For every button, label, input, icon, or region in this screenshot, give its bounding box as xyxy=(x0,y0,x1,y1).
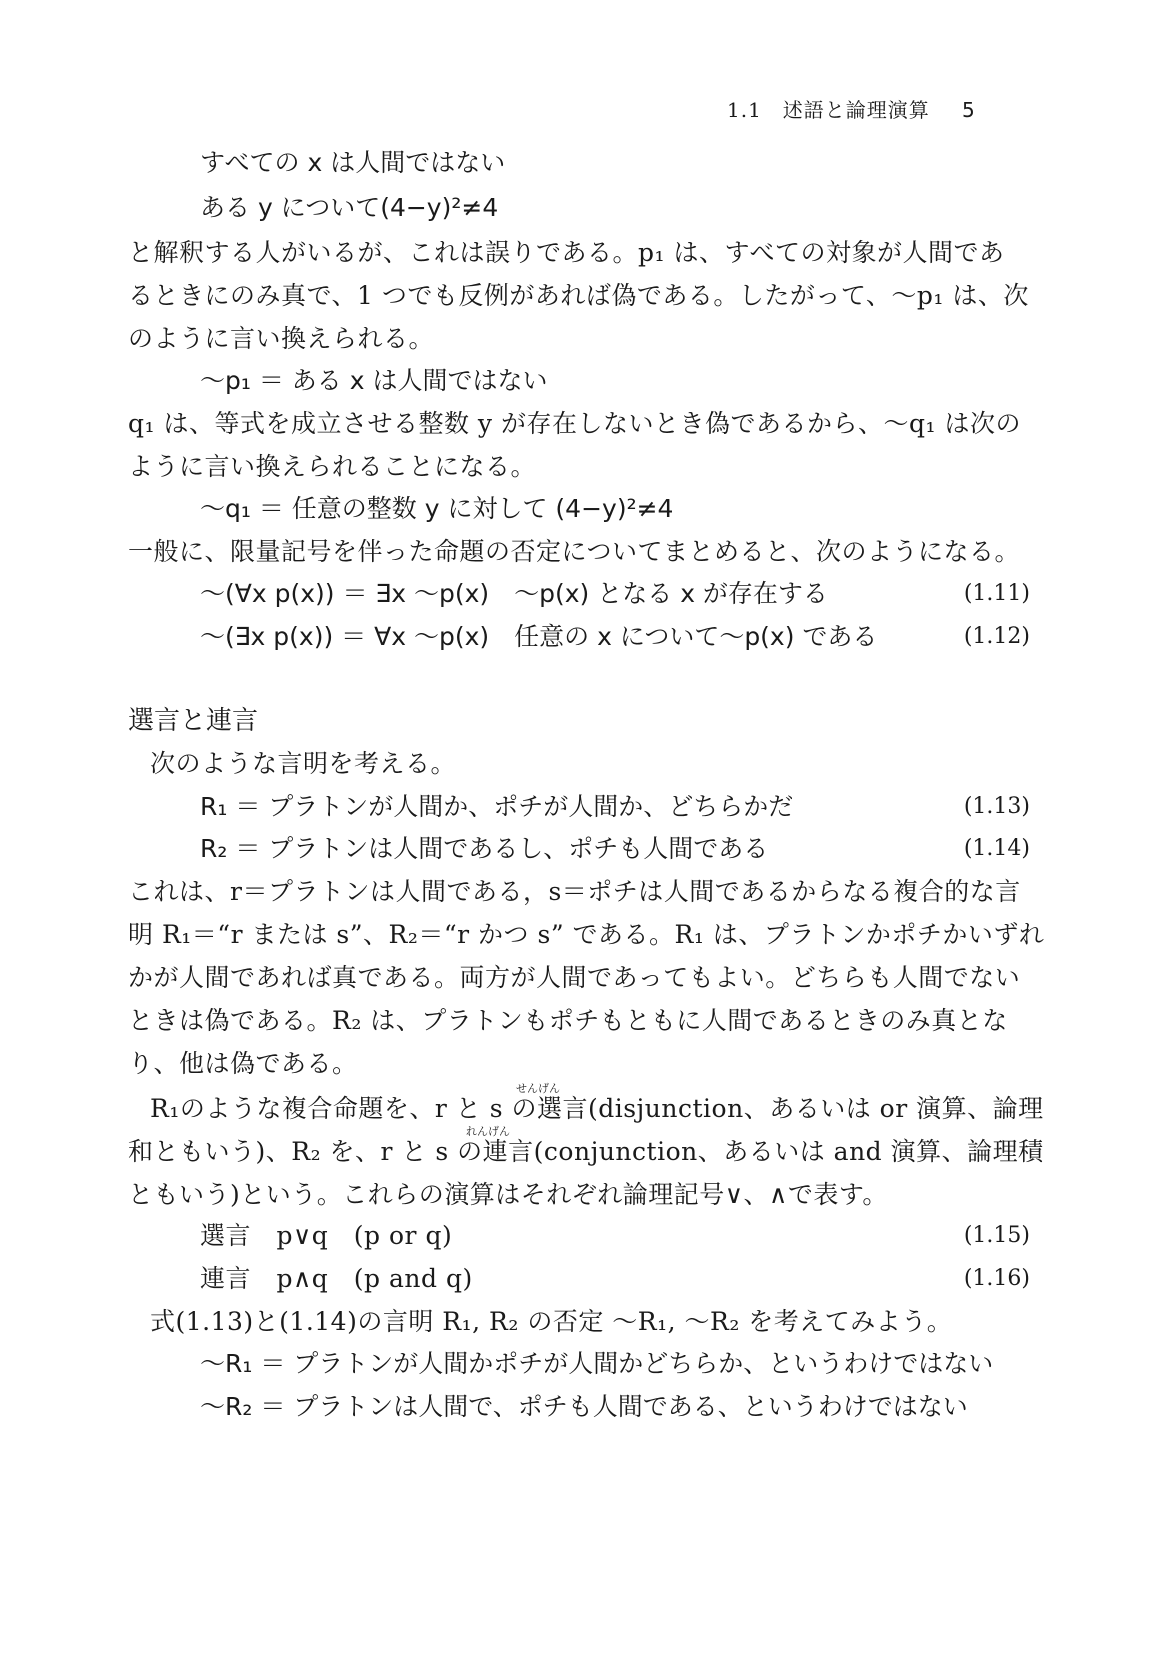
paragraph-line: ともいう)という。これらの演算はそれぞれ論理記号∨、∧で表す。 xyxy=(128,1180,888,1209)
ruby-rengen: れんげん xyxy=(466,1125,510,1138)
paragraph-line: かが人間であれば真である。両方が人間であってもよい。どちらも人間でない xyxy=(128,963,1021,992)
equation-number: (1.16) xyxy=(963,1266,1030,1291)
equation: R₂ ＝ プラトンは人間であるし、ポチも人間である xyxy=(200,834,769,863)
equation-number: (1.13) xyxy=(963,794,1030,819)
display-formula: 〜q₁ ＝ 任意の整数 y に対して (4−y)²≠4 xyxy=(200,494,674,523)
paragraph-line: 式(1.13)と(1.14)の言明 R₁, R₂ の否定 〜R₁, 〜R₂ を考えてみよう。 xyxy=(150,1307,953,1336)
paragraph-line: 和ともいう)、R₂ を、r と s の連言(conjunction、あるいは and 演算、論理積 xyxy=(128,1137,1044,1166)
paragraph-line: ように言い換えられることになる。 xyxy=(128,452,537,481)
paragraph-line: 一般に、限量記号を伴った命題の否定についてまとめると、次のようになる。 xyxy=(128,537,1021,566)
paragraph-line: R₁のような複合命題を、r と s の選言(disjunction、あるいは or 演算、論理 xyxy=(150,1094,1044,1123)
display-formula: 〜R₂ ＝ プラトンは人間で、ポチも人間である、というわけではない xyxy=(200,1392,968,1421)
equation: R₁ ＝ プラトンが人間か、ポチが人間か、どちらかだ xyxy=(200,792,794,821)
display-formula: 〜p₁ ＝ ある x は人間ではない xyxy=(200,366,548,395)
paragraph-line: 次のような言明を考える。 xyxy=(150,749,457,778)
paragraph-line: り、他は偽である。 xyxy=(128,1049,358,1078)
display-line: すべての x は人間ではない xyxy=(200,148,506,177)
paragraph-line: q₁ は、等式を成立させる整数 y が存在しないとき偽であるから、〜q₁ は次の xyxy=(128,409,1021,438)
equation: 〜(∀x p(x)) ＝ ∃x 〜p(x) 〜p(x) となる x が存在する xyxy=(200,579,828,608)
display-line: ある y について(4−y)²≠4 xyxy=(200,193,499,222)
equation-number: (1.11) xyxy=(963,581,1030,606)
equation-number: (1.15) xyxy=(963,1223,1030,1248)
paragraph-line: 明 R₁＝“r または s”、R₂＝“r かつ s” である。R₁ は、プラトンかポチかいずれ xyxy=(128,920,1045,949)
equation: 〜(∃x p(x)) ＝ ∀x 〜p(x) 任意の x について〜p(x) である xyxy=(200,622,878,651)
paragraph-line: と解釈する人がいるが、これは誤りである。p₁ は、すべての対象が人間であ xyxy=(128,238,1005,267)
equation-number: (1.14) xyxy=(963,836,1030,861)
paragraph-line: これは、r＝プラトンは人間である，s＝ポチは人間であるからなる複合的な言 xyxy=(128,877,1021,906)
paragraph-line: るときにのみ真で、1 つでも反例があれば偽である。したがって、〜p₁ は、次 xyxy=(128,281,1029,310)
display-formula: 〜R₁ ＝ プラトンが人間かポチが人間かどちらか、というわけではない xyxy=(200,1349,994,1378)
ruby-senden: せんげん xyxy=(516,1082,560,1095)
section-heading: 選言と連言 xyxy=(128,706,259,736)
paragraph-line: のように言い換えられる。 xyxy=(128,324,435,353)
page-number: 5 xyxy=(962,98,975,122)
running-header-section: 1.1 述語と論理演算 xyxy=(727,98,930,122)
equation: 連言 p∧q (p and q) xyxy=(200,1264,473,1293)
equation: 選言 p∨q (p or q) xyxy=(200,1221,453,1250)
paragraph-line: ときは偽である。R₂ は、プラトンもポチもともに人間であるときのみ真とな xyxy=(128,1006,1008,1035)
equation-number: (1.12) xyxy=(963,624,1030,649)
